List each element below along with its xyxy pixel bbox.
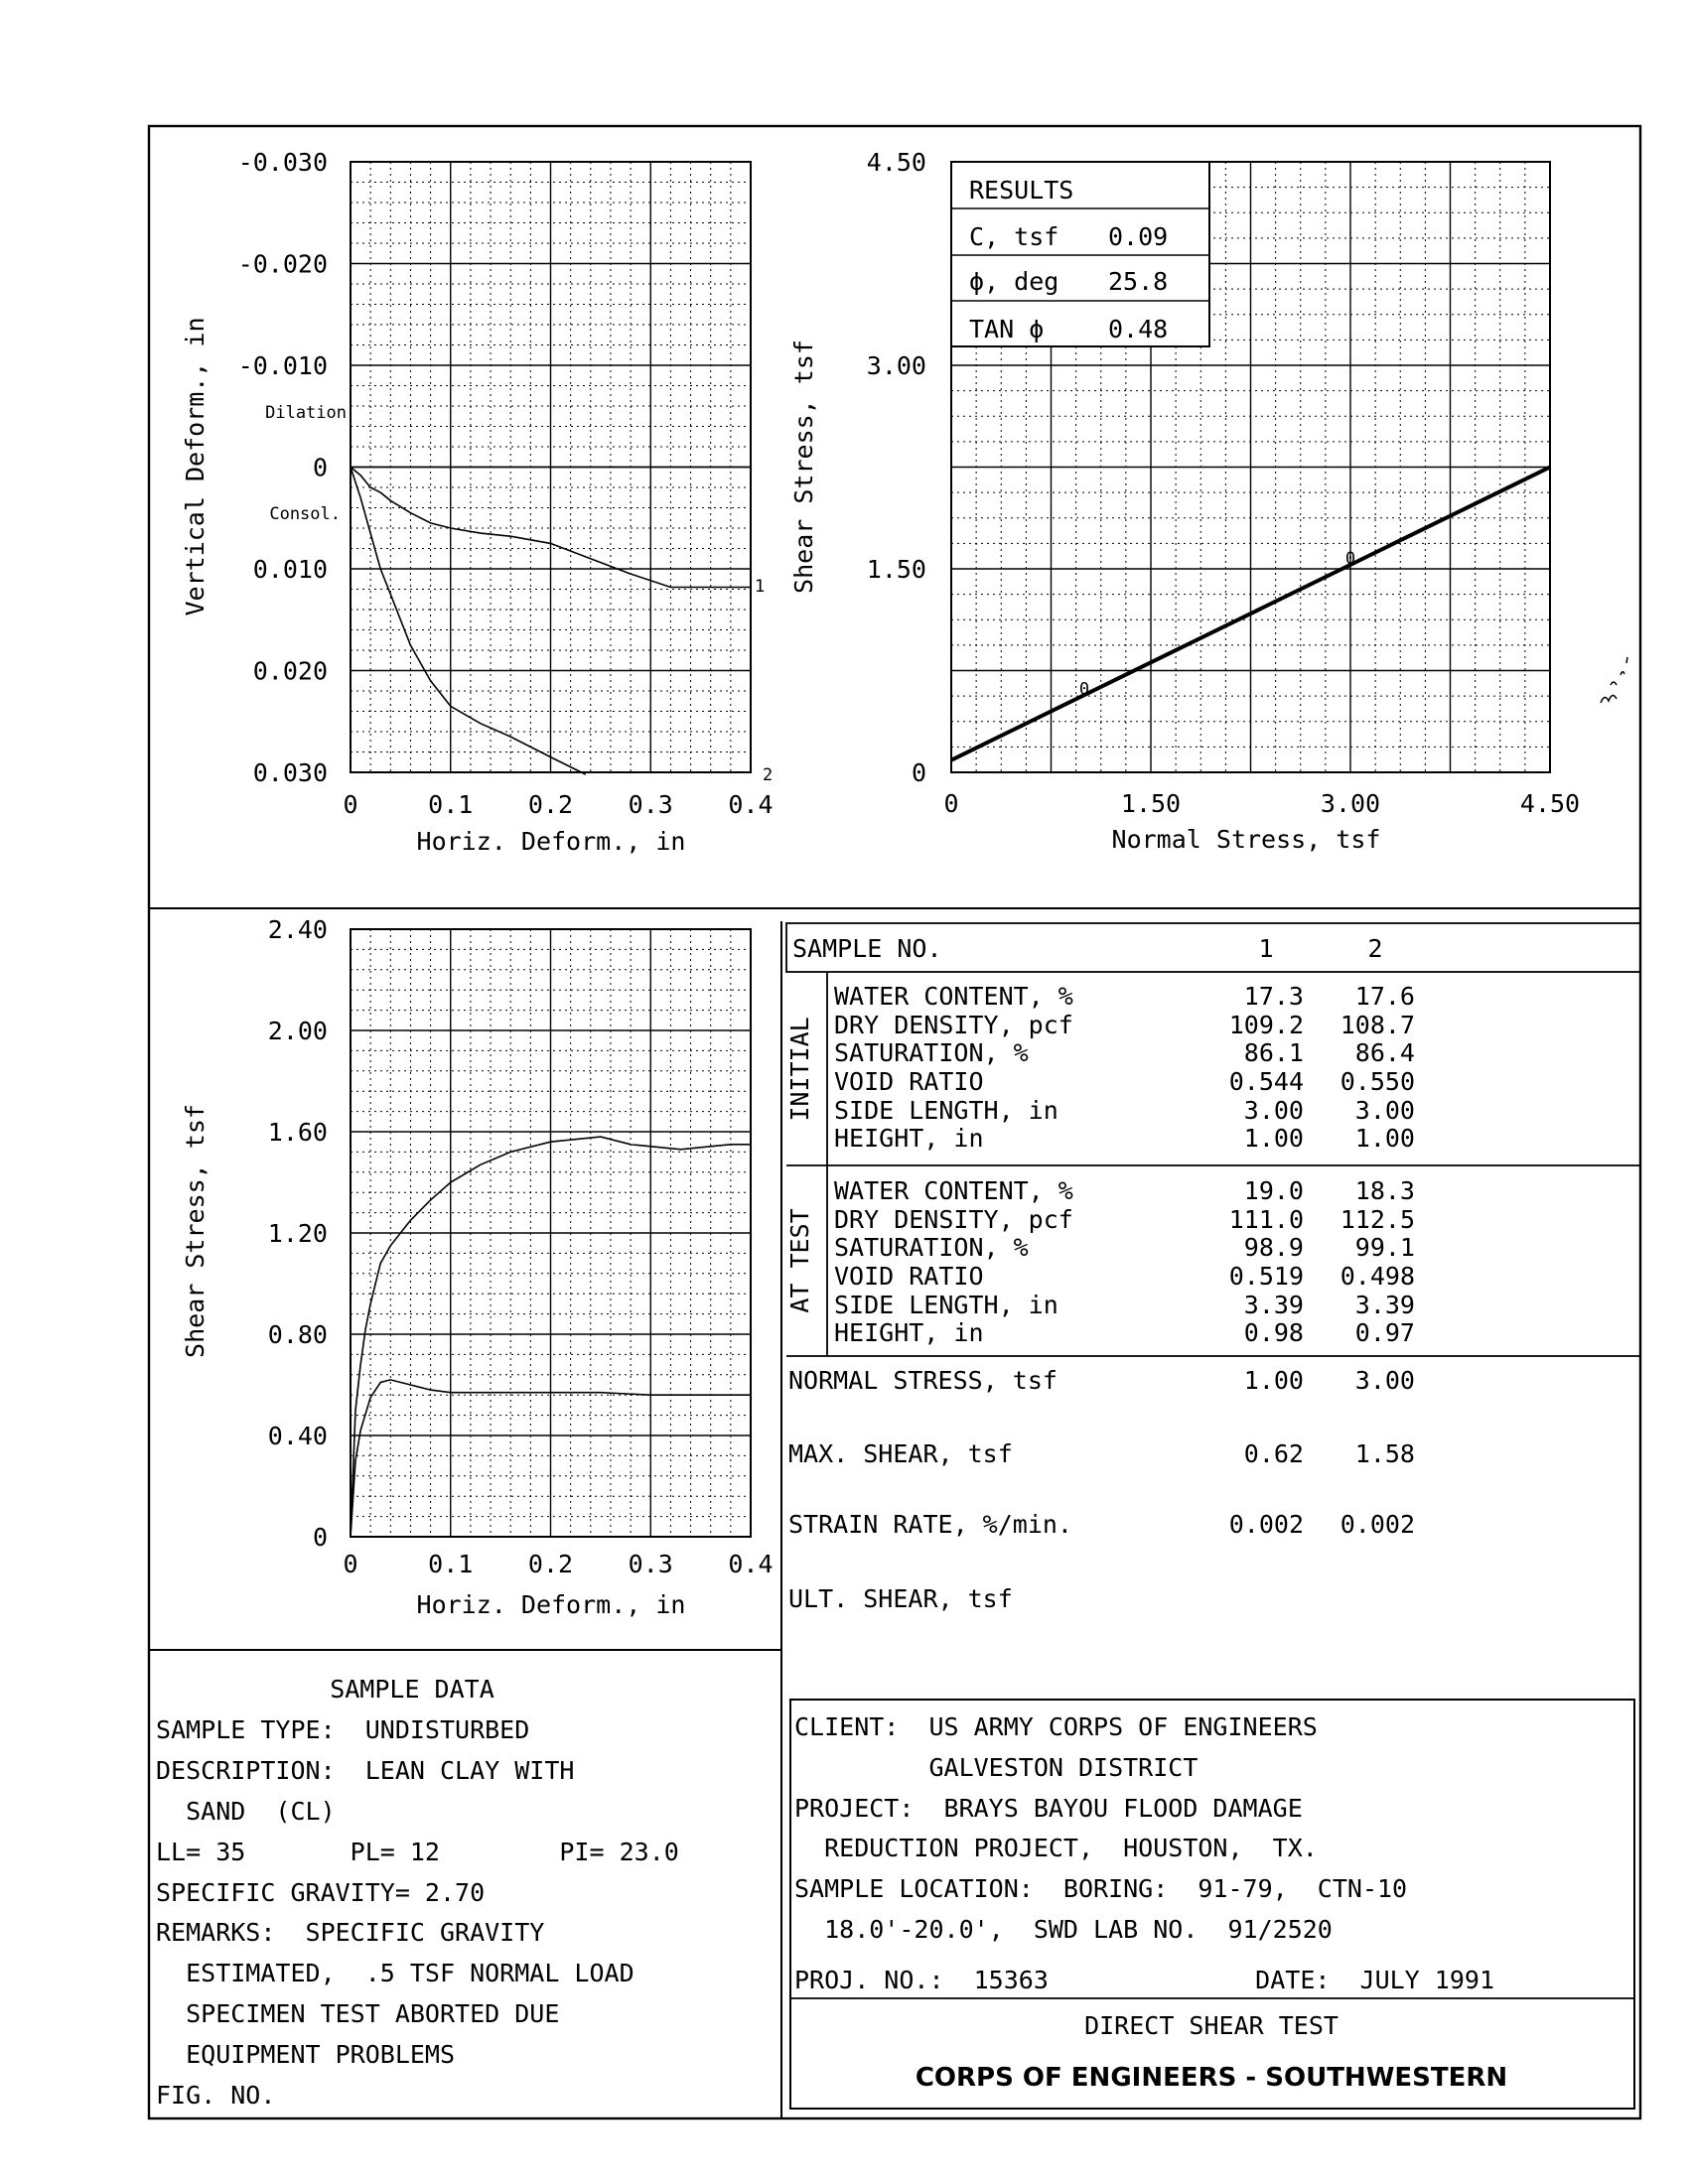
results-box <box>951 162 1209 346</box>
init-label-0: WATER CONTENT, % <box>834 982 1073 1011</box>
at-test-label: AT TEST <box>785 1208 814 1313</box>
sample-data-line-6: ESTIMATED, .5 TSF NORMAL LOAD <box>156 1959 634 1987</box>
strain-rate-v2: 0.002 <box>1340 1510 1415 1539</box>
failure-envelope-chart <box>789 148 1580 854</box>
test-v1-1: 111.0 <box>1228 1205 1304 1234</box>
results-tan-value: 0.48 <box>1108 315 1169 343</box>
client-line-2: PROJECT: BRAYS BAYOU FLOOD DAMAGE <box>794 1794 1303 1823</box>
max-shear-v2: 1.58 <box>1354 1439 1415 1468</box>
sample-data-line-3: LL= 35 PL= 12 PI= 23.0 <box>156 1838 679 1866</box>
test-label-3: VOID RATIO <box>834 1262 984 1291</box>
report-date: DATE: JULY 1991 <box>1255 1966 1494 1994</box>
init-v1-2: 86.1 <box>1243 1038 1304 1067</box>
max-shear-v1: 0.62 <box>1243 1439 1304 1468</box>
vertical-deformation-chart <box>181 148 774 856</box>
y-tick-label: -0.020 <box>237 249 328 279</box>
y-tick-label: 0 <box>911 758 926 787</box>
init-v2-4: 3.00 <box>1354 1096 1415 1125</box>
sample-data-line-1: DESCRIPTION: LEAN CLAY WITH <box>156 1756 575 1785</box>
sample-data-line-4: SPECIFIC GRAVITY= 2.70 <box>156 1878 486 1907</box>
ult-shear-label: ULT. SHEAR, tsf <box>788 1584 1013 1613</box>
max-shear-label: MAX. SHEAR, tsf <box>788 1439 1013 1468</box>
test-v1-4: 3.39 <box>1243 1291 1304 1319</box>
init-v1-1: 109.2 <box>1228 1011 1304 1039</box>
y-tick-label: 2.40 <box>267 915 328 944</box>
init-v2-1: 108.7 <box>1340 1011 1415 1039</box>
fe-ylabel: Shear Stress, tsf <box>789 340 818 594</box>
sample-data-block <box>156 1675 679 2110</box>
test-v1-5: 0.98 <box>1243 1318 1304 1347</box>
y-tick-label: 0.030 <box>252 758 328 787</box>
x-tick-label: 0.1 <box>428 1550 474 1578</box>
at-test-rows <box>834 1176 1415 1347</box>
init-v2-0: 17.6 <box>1354 982 1415 1011</box>
client-line-3: REDUCTION PROJECT, HOUSTON, TX. <box>794 1834 1318 1862</box>
y-tick-label: 0.020 <box>252 656 328 686</box>
y-tick-label: 1.50 <box>866 555 926 584</box>
normal-stress-label: NORMAL STRESS, tsf <box>788 1366 1058 1395</box>
x-tick-label: 3.00 <box>1320 789 1381 818</box>
sample-data-line-8: EQUIPMENT PROBLEMS <box>156 2040 456 2069</box>
init-label-1: DRY DENSITY, pcf <box>834 1011 1073 1039</box>
vd-dilation-label: Dilation <box>265 403 347 423</box>
init-v1-4: 3.00 <box>1243 1096 1304 1125</box>
x-tick-label: 0.2 <box>527 790 574 819</box>
x-tick-label: 0.3 <box>628 1550 673 1578</box>
x-tick-label: 0.4 <box>728 790 774 819</box>
x-tick-label: 0 <box>343 1550 358 1578</box>
init-label-5: HEIGHT, in <box>834 1124 984 1153</box>
client-line-5: 18.0'-20.0', SWD LAB NO. 91/2520 <box>794 1915 1333 1944</box>
test-label-2: SATURATION, % <box>834 1233 1029 1262</box>
x-tick-label: 0 <box>343 790 358 819</box>
results-title: RESULTS <box>969 176 1074 205</box>
y-tick-label: 3.00 <box>866 351 926 380</box>
sample-data-line-5: REMARKS: SPECIFIC GRAVITY <box>156 1918 545 1947</box>
test-v2-1: 112.5 <box>1340 1205 1415 1234</box>
vd-xlabel: Horiz. Deform., in <box>416 827 686 856</box>
sample-data-line-0: SAMPLE TYPE: UNDISTURBED <box>156 1715 530 1744</box>
initial-rows <box>834 982 1415 1153</box>
vd-curve-label-1: 1 <box>755 577 766 597</box>
test-label-0: WATER CONTENT, % <box>834 1176 1073 1205</box>
sample-data-line-7: SPECIMEN TEST ABORTED DUE <box>156 1999 560 2028</box>
x-tick-label: 0 <box>943 789 959 818</box>
vd-consol-label: Consol. <box>269 504 341 524</box>
test-v2-4: 3.39 <box>1354 1291 1415 1319</box>
test-v2-0: 18.3 <box>1354 1176 1415 1205</box>
init-label-4: SIDE LENGTH, in <box>834 1096 1058 1125</box>
normal-stress-v2: 3.00 <box>1354 1366 1415 1395</box>
fe-xlabel: Normal Stress, tsf <box>1111 825 1381 854</box>
sample-no-1: 1 <box>1258 934 1274 963</box>
y-tick-label: 0 <box>312 453 328 482</box>
fe-data-point-2: 0 <box>1344 549 1356 570</box>
y-tick-label: -0.030 <box>237 148 328 177</box>
test-label-4: SIDE LENGTH, in <box>834 1291 1058 1319</box>
init-v2-2: 86.4 <box>1354 1038 1415 1067</box>
sample-no-label: SAMPLE NO. <box>792 934 942 963</box>
test-name: DIRECT SHEAR TEST <box>1084 2011 1339 2040</box>
init-v1-3: 0.544 <box>1228 1067 1304 1096</box>
x-tick-label: 0.2 <box>527 1550 574 1578</box>
organization-name: CORPS OF ENGINEERS - SOUTHWESTERN <box>915 2063 1508 2093</box>
y-tick-label: 0.80 <box>267 1320 328 1349</box>
init-v2-3: 0.550 <box>1340 1067 1415 1096</box>
test-v1-0: 19.0 <box>1243 1176 1304 1205</box>
results-phi-value: 25.8 <box>1108 267 1169 296</box>
results-c-label: C, tsf <box>969 222 1059 251</box>
fig-no-label: FIG. NO. <box>156 2081 276 2110</box>
test-label-1: DRY DENSITY, pcf <box>834 1205 1073 1234</box>
proj-no: PROJ. NO.: 15363 <box>794 1966 1049 1994</box>
results-tan-label: TAN ϕ <box>969 315 1045 343</box>
fe-data-point-1: 0 <box>1078 679 1090 700</box>
test-v2-2: 99.1 <box>1354 1233 1415 1262</box>
ss-xlabel: Horiz. Deform., in <box>416 1590 686 1619</box>
init-v1-5: 1.00 <box>1243 1124 1304 1153</box>
init-label-3: VOID RATIO <box>834 1067 984 1096</box>
x-tick-label: 0.4 <box>728 1550 774 1578</box>
normal-stress-v1: 1.00 <box>1243 1366 1304 1395</box>
x-tick-label: 1.50 <box>1120 789 1182 818</box>
vd-ylabel: Vertical Deform., in <box>181 317 210 616</box>
sample-no-2: 2 <box>1367 934 1383 963</box>
x-tick-label: 0.1 <box>428 790 474 819</box>
y-tick-label: 0 <box>312 1523 328 1552</box>
margin-scribble <box>1601 657 1627 703</box>
sample-data-line-2: SAND (CL) <box>156 1797 336 1826</box>
init-v1-0: 17.3 <box>1243 982 1304 1011</box>
strain-rate-v1: 0.002 <box>1228 1510 1304 1539</box>
title-block <box>790 1700 1634 2109</box>
client-line-1: GALVESTON DISTRICT <box>794 1753 1198 1782</box>
vd-curve-label-2: 2 <box>763 765 774 785</box>
y-tick-label: 1.60 <box>267 1118 328 1147</box>
client-line-0: CLIENT: US ARMY CORPS OF ENGINEERS <box>794 1712 1318 1741</box>
test-v2-3: 0.498 <box>1340 1262 1415 1291</box>
test-label-5: HEIGHT, in <box>834 1318 984 1347</box>
init-label-2: SATURATION, % <box>834 1038 1029 1067</box>
summary-rows <box>788 1366 1415 1613</box>
test-v1-2: 98.9 <box>1243 1233 1304 1262</box>
y-tick-label: 0.010 <box>252 555 328 584</box>
shear-stress-chart <box>181 915 774 1619</box>
initial-label: INITIAL <box>785 1017 814 1122</box>
results-phi-label: ϕ, deg <box>969 267 1059 296</box>
y-tick-label: 0.40 <box>267 1422 328 1450</box>
x-tick-label: 4.50 <box>1519 789 1581 818</box>
init-v2-5: 1.00 <box>1354 1124 1415 1153</box>
ss-ylabel: Shear Stress, tsf <box>181 1104 210 1358</box>
sample-table <box>785 923 1640 1613</box>
y-tick-label: -0.010 <box>237 351 328 380</box>
x-tick-label: 0.3 <box>628 790 673 819</box>
test-v1-3: 0.519 <box>1228 1262 1304 1291</box>
y-tick-label: 2.00 <box>267 1017 328 1045</box>
sample-data-title: SAMPLE DATA <box>330 1675 494 1704</box>
y-tick-label: 4.50 <box>866 148 926 177</box>
strain-rate-label: STRAIN RATE, %/min. <box>788 1510 1072 1539</box>
y-tick-label: 1.20 <box>267 1219 328 1248</box>
client-line-4: SAMPLE LOCATION: BORING: 91-79, CTN-10 <box>794 1874 1408 1903</box>
test-v2-5: 0.97 <box>1354 1318 1415 1347</box>
results-c-value: 0.09 <box>1108 222 1169 251</box>
